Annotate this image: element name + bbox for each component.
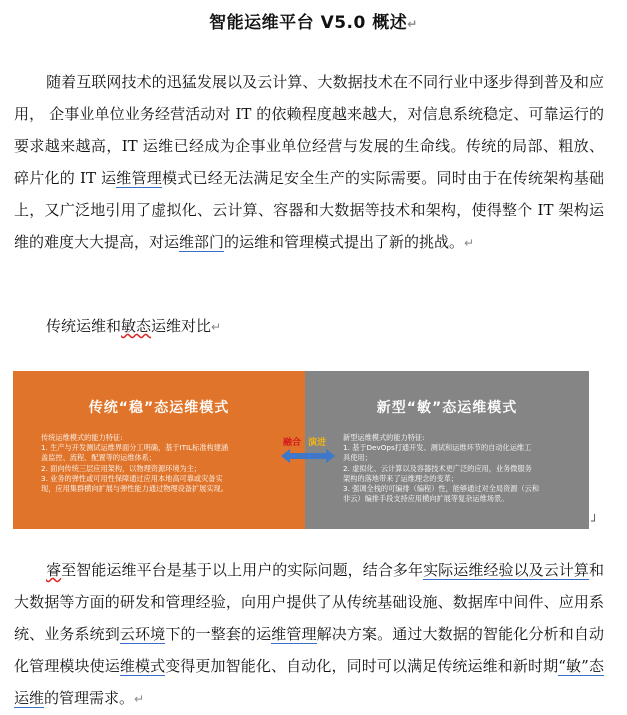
underlined-term: 维管理	[116, 169, 162, 187]
agile-ops-panel	[305, 371, 589, 529]
feature-line: 1. 基于DevOps打通开发、测试和运维环节的自动化运维工	[343, 443, 532, 453]
text-run: 的运维和管理模式提出了新的挑战。	[224, 233, 465, 251]
fusion-evolution-badge	[281, 435, 335, 469]
feature-line: 非云）编排手段支持应用横向扩展等复杂运维场景。	[343, 494, 509, 504]
feature-line: 2. 面向传统三层应用架构，以物理资源环境为主；	[41, 463, 202, 473]
agile-ops-features	[343, 433, 575, 504]
text-run: 和大数据等方面的研发和管理经验，向用户提供了从传统基础设施、数据库中间件、应用系统、业务系统到	[14, 561, 604, 643]
text-run: 下的一整套的运	[165, 625, 272, 643]
traditional-ops-panel	[13, 371, 305, 529]
paragraph-mark-icon: ↵	[464, 236, 475, 250]
feature-line: 现，应用集群横向扩展与弹性能力通过物理设备扩展实现。	[41, 484, 228, 494]
intro-paragraph	[14, 66, 604, 259]
feature-line: 新型运维模式的能力特征:	[343, 433, 425, 442]
underlined-term: 实际运维经验以及云计算	[423, 561, 589, 579]
spellcheck-flagged-text: 睿	[46, 561, 62, 579]
anchor-mark-icon: ┘	[591, 514, 599, 528]
underlined-term: 维部门	[179, 233, 225, 251]
feature-line: 2. 虚拟化、云计算以及容器技术更广泛的应用，业务微服务	[343, 463, 532, 473]
underlined-term: 维模式	[119, 657, 166, 675]
comparison-figure	[13, 371, 589, 529]
text-run: 随着互联网技术的迅猛发展以及云计算、大数据技术在不同行业中逐步得到普及和应用， 企事业单位业务经营活动对 IT 的依赖程度越来越大，对信息系统稳定、可靠运行的要求越来越高，IT 运维已经成为企事业单位经营与发展的生命线。传统的局部、粗放、碎片化的 IT 运	[14, 73, 604, 187]
text-run: 解决方案。通过大数据的智能化分析和自动化管理模块使运	[14, 625, 604, 675]
feature-line: 架构的落地带来了运维理念的变革；	[343, 473, 459, 483]
underlined-term: “敏”态运维	[14, 657, 604, 707]
text-run: 至智能运维平台是基于以上用户的实际问题，结合多年	[61, 561, 424, 579]
paragraph-mark-icon: ↵	[407, 17, 418, 31]
feature-line: 具使用；	[343, 453, 372, 463]
agile-ops-title: 新型“敏”态运维模式	[376, 400, 518, 416]
traditional-ops-title: 传统“稳”态运维模式	[88, 400, 230, 416]
paragraph-mark-icon: ↵	[134, 692, 145, 706]
traditional-ops-features	[41, 433, 267, 494]
document-title	[0, 8, 627, 33]
feature-line: 3. 业务的弹性或可用性保障通过应用本地高可靠或灾备实	[41, 473, 223, 483]
document-title-text: 智能运维平台 V5.0 概述	[209, 13, 408, 33]
comparison-subheading	[46, 312, 221, 341]
text-run: 运维对比	[151, 317, 212, 335]
feature-line: 盖监控、流程、配置等的运维体系；	[41, 453, 157, 463]
feature-line: 传统运维模式的能力特征:	[41, 433, 123, 442]
spellcheck-flagged-text: 敏态	[121, 317, 152, 335]
platform-paragraph	[14, 554, 604, 715]
double-arrow-icon	[281, 449, 335, 463]
fusion-label: 融合	[283, 438, 302, 448]
paragraph-mark-icon: ↵	[211, 320, 222, 334]
text-run: 变得更加智能化、自动化，同时可以满足传统运维和新时期	[165, 657, 559, 675]
feature-line: 1. 生产与开发测试运维界面分工明确，基于ITIL标准构建涵	[41, 443, 229, 453]
evolution-label: 演进	[308, 438, 327, 448]
underlined-term: 云环境	[119, 625, 166, 643]
text-run: 的管理需求。	[44, 689, 135, 707]
underlined-term: 维管理	[271, 625, 317, 643]
text-run: 模式已经无法满足安全生产的实际需要。同时由于在传统架构基础上，又广泛地引用了虚拟化、云计算、容器和大数据等技术和架构，使得整个 IT 架构运维的难度大大提高，对运	[14, 169, 604, 251]
feature-line: 3. 强调全栈的可编排（编程）性，能够通过对全局资源（云和	[343, 484, 540, 494]
text-run: 传统运维和	[46, 317, 122, 335]
